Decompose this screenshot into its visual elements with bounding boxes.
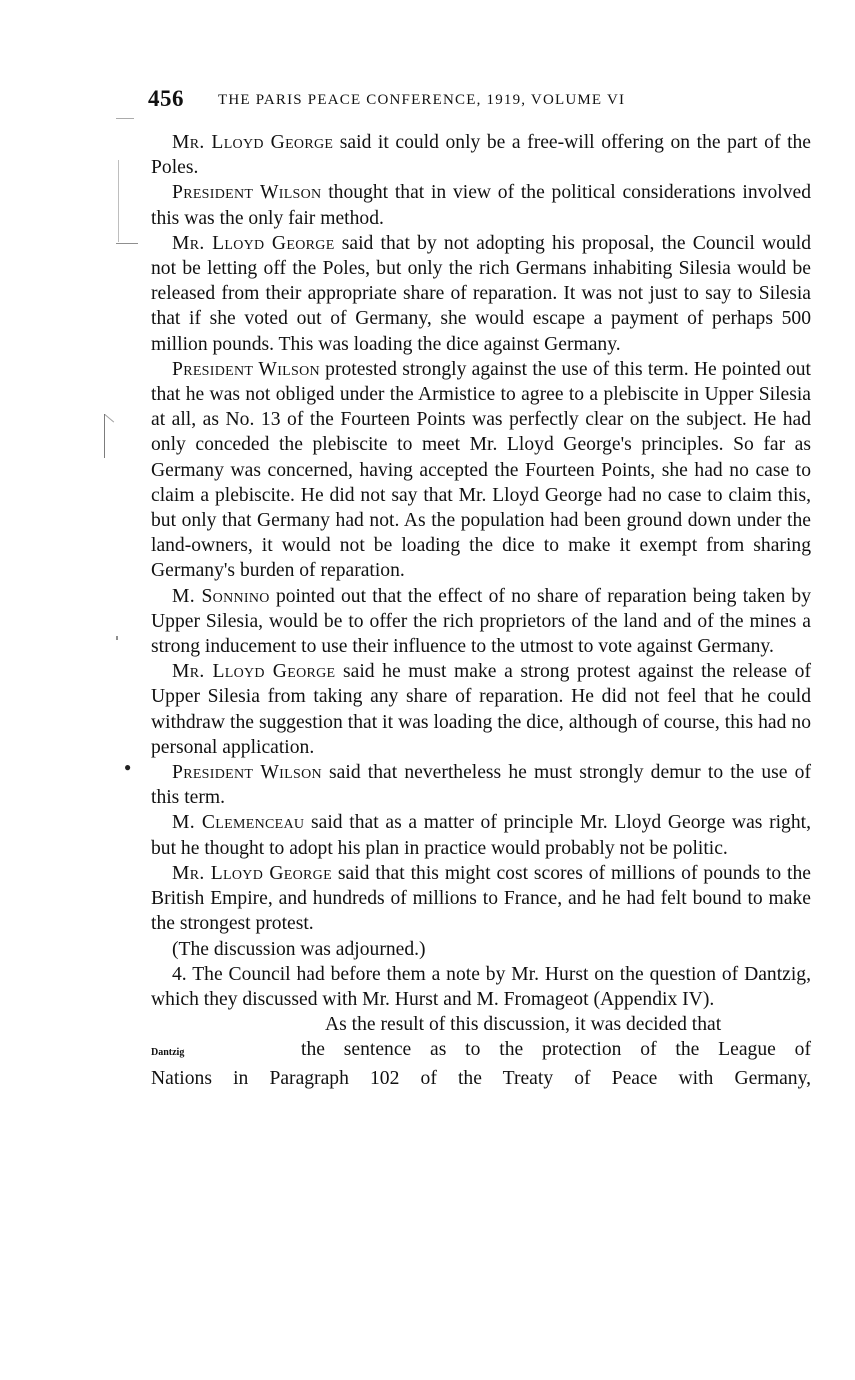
speaker-name: President Wilson xyxy=(172,182,322,204)
document-body xyxy=(151,130,811,1091)
paragraph xyxy=(151,760,811,810)
running-title: THE PARIS PEACE CONFERENCE, 1919, VOLUME VI xyxy=(218,92,626,108)
paragraph-text: said that by not adopting his proposal, the Council would not be letting off the Poles, but only the rich Germans inhabiting Silesia would be released from their appropriate share of reparation. It was not just to say to Silesia that if she voted out of Germany, she would escape a payment of perhaps 500 million pounds. This was loading the dice against Germany. xyxy=(151,232,811,355)
paragraph-text: thought that in view of the political considerations involved this was the only fair method. xyxy=(151,182,811,229)
paragraph-text: (The discussion was adjourned.) xyxy=(172,938,426,960)
paragraph xyxy=(151,357,811,584)
paragraph-text: said that this might cost scores of millions of pounds to the British Empire, and hundreds of millions to France, and he had felt bound to make the strongest protest. xyxy=(151,862,811,935)
paragraph xyxy=(151,231,811,357)
dantzig-decision xyxy=(151,1012,811,1091)
decision-line: As the result of this discussion, it was decided that xyxy=(325,1014,722,1036)
speaker-name: Mr. Lloyd George xyxy=(172,661,336,683)
speaker-name: President Wilson xyxy=(172,358,320,380)
paragraph-text: said that nevertheless he must strongly demur to the use of this term. xyxy=(151,762,811,809)
speaker-name: President Wilson xyxy=(172,762,322,784)
paragraph xyxy=(151,861,811,937)
margin-mark xyxy=(104,414,114,422)
margin-mark xyxy=(104,414,105,458)
paragraph-text: said that as a matter of principle Mr. Lloyd George was right, but he thought to adopt his plan in practice would probably not be politic. xyxy=(151,812,811,859)
speaker-name: Mr. Lloyd George xyxy=(172,232,335,254)
paragraph xyxy=(151,180,811,230)
paragraph-text: protested strongly against the use of this term. He pointed out that he was not obliged under the Armistice to agree to a plebiscite in Upper Silesia at all, as No. 13 of the Fourteen Points was perfectly clear on the subject. He had only conceded the plebiscite to meet Mr. Lloyd George's principles. So far as Germany was concerned, having accepted the Fourteen Points, she had no case to claim a plebiscite. He did not say that Mr. Lloyd George had no case to claim this, but only that Germany had not. As the population had been ground down under the land-owners, it would not be loading the dice to make it exempt from sharing Germany's burden of reparation. xyxy=(151,358,811,582)
paragraph xyxy=(151,130,811,180)
margin-mark xyxy=(116,636,118,640)
margin-mark xyxy=(116,243,138,244)
margin-dot: ● xyxy=(124,760,132,774)
paragraph-text: pointed out that the effect of no share of reparation being taken by Upper Silesia, would be to offer the rich proprietors of the land and of the mines a strong inducement to use their influence to the utmost to vote against Germany. xyxy=(151,585,811,658)
page-header xyxy=(148,86,748,114)
paragraph xyxy=(151,937,811,962)
paragraph-text: 4. The Council had before them a note by Mr. Hurst on the question of Dantzig, which they discussed with Mr. Hurst and M. Fromageot (Appendix IV). xyxy=(151,963,811,1010)
speaker-name: M. Sonnino xyxy=(172,585,270,607)
speaker-name: M. Clemenceau xyxy=(172,812,305,834)
paragraph xyxy=(151,962,811,1012)
paragraph xyxy=(151,584,811,660)
page-number: 456 xyxy=(148,86,184,111)
margin-mark xyxy=(116,118,134,119)
decision-line-text: the sentence as to the protection of the League of xyxy=(301,1039,811,1061)
paragraph xyxy=(151,810,811,860)
paragraph-text: said it could only be a free-will offering on the part of the Poles. xyxy=(151,132,812,179)
speaker-name: Mr. Lloyd George xyxy=(172,132,334,153)
side-label: Dantzig xyxy=(151,1047,185,1059)
speaker-name: Mr. Lloyd George xyxy=(172,862,332,884)
paragraph xyxy=(151,659,811,760)
margin-mark xyxy=(118,160,119,242)
decision-line xyxy=(151,1037,811,1065)
decision-line: Nations in Paragraph 102 of the Treaty of Peace with Germany, xyxy=(151,1067,811,1089)
paragraph-text: said he must make a strong protest against the release of Upper Silesia from taking any share of reparation. He did not feel that he could withdraw the suggestion that it was loading the dice, although of course, this had no personal application. xyxy=(151,661,811,758)
